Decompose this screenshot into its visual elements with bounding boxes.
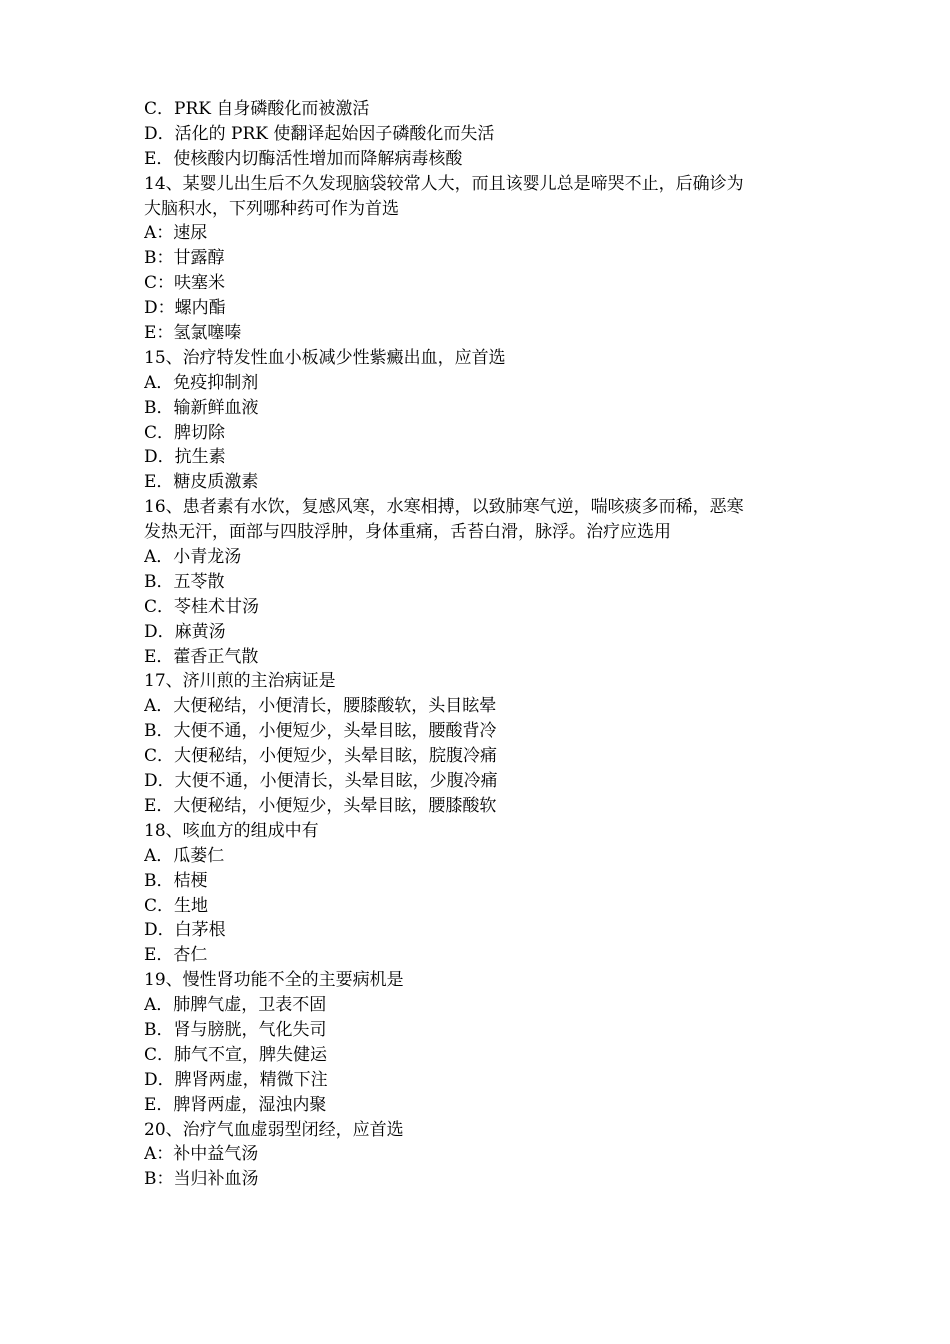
text-line: 17、济川煎的主治病证是 [144,671,336,692]
text-line: E：氢氯噻嗪 [144,323,242,344]
text-line: E．杏仁 [144,945,208,966]
text-line: 18、咳血方的组成中有 [144,820,319,841]
text-line: B．大便不通，小便短少，头晕目眩，腰酸背冷 [144,721,497,742]
text-line: B．桔梗 [144,870,208,891]
text-line: 20、治疗气血虚弱型闭经，应首选 [144,1119,404,1140]
text-line: 发热无汗，面部与四肢浮肿，身体重痛，舌苔白滑，脉浮。治疗应选用 [144,522,671,543]
text-line: 16、患者素有水饮，复感风寒，水寒相搏，以致肺寒气逆，喘咳痰多而稀，恶寒 [144,497,744,518]
text-line: B：当归补血汤 [144,1169,259,1190]
text-line: A：补中益气汤 [144,1144,259,1165]
text-line: A．免疫抑制剂 [144,372,259,393]
text-line: D．活化的 PRK 使翻译起始因子磷酸化而失活 [144,123,495,144]
text-line: 大脑积水，下列哪种药可作为首选 [144,198,399,219]
text-line: D．麻黄汤 [144,621,226,642]
text-line: A：速尿 [144,223,208,244]
text-line: B．五苓散 [144,571,225,592]
text-line: C．生地 [144,895,209,916]
text-line: E．使核酸内切酶活性增加而降解病毒核酸 [144,148,463,169]
text-line: D．白茅根 [144,920,226,941]
text-line: C．PRK 自身磷酸化而被激活 [144,99,370,119]
text-line: A．肺脾气虚，卫表不固 [144,995,327,1016]
text-line: A．大便秘结，小便清长，腰膝酸软，头目眩晕 [144,696,497,717]
text-line: B．输新鲜血液 [144,397,259,418]
text-line: B．肾与膀胱，气化失司 [144,1019,327,1040]
text-line: D．抗生素 [144,447,226,468]
text-line: D．脾肾两虚，精微下注 [144,1069,328,1090]
text-line: 14、某婴儿出生后不久发现脑袋较常人大，而且该婴儿总是啼哭不止，后确诊为 [144,173,744,194]
text-line: C．肺气不宣，脾失健运 [144,1044,328,1065]
text-line: 15、治疗特发性血小板减少性紫癜出血，应首选 [144,347,506,368]
text-line: C．大便秘结，小便短少，头晕目眩，脘腹冷痛 [144,746,498,767]
text-line: C．脾切除 [144,422,226,443]
text-line: E．大便秘结，小便短少，头晕目眩，腰膝酸软 [144,795,497,816]
text-line: A．小青龙汤 [144,547,242,568]
text-line: E．糖皮质激素 [144,472,259,493]
text-line: C：呋塞米 [144,273,226,294]
text-line: C．苓桂术甘汤 [144,596,260,617]
text-line: E．脾肾两虚，湿浊内聚 [144,1094,327,1115]
text-line: 19、慢性肾功能不全的主要病机是 [144,970,404,991]
text-line: E．藿香正气散 [144,646,259,667]
text-line: D：螺内酯 [144,298,226,319]
document-body [144,97,824,1192]
text-line: D．大便不通，小便清长，头晕目眩，少腹冷痛 [144,771,498,792]
text-line: A．瓜蒌仁 [144,845,225,866]
text-line: B：甘露醇 [144,248,225,269]
